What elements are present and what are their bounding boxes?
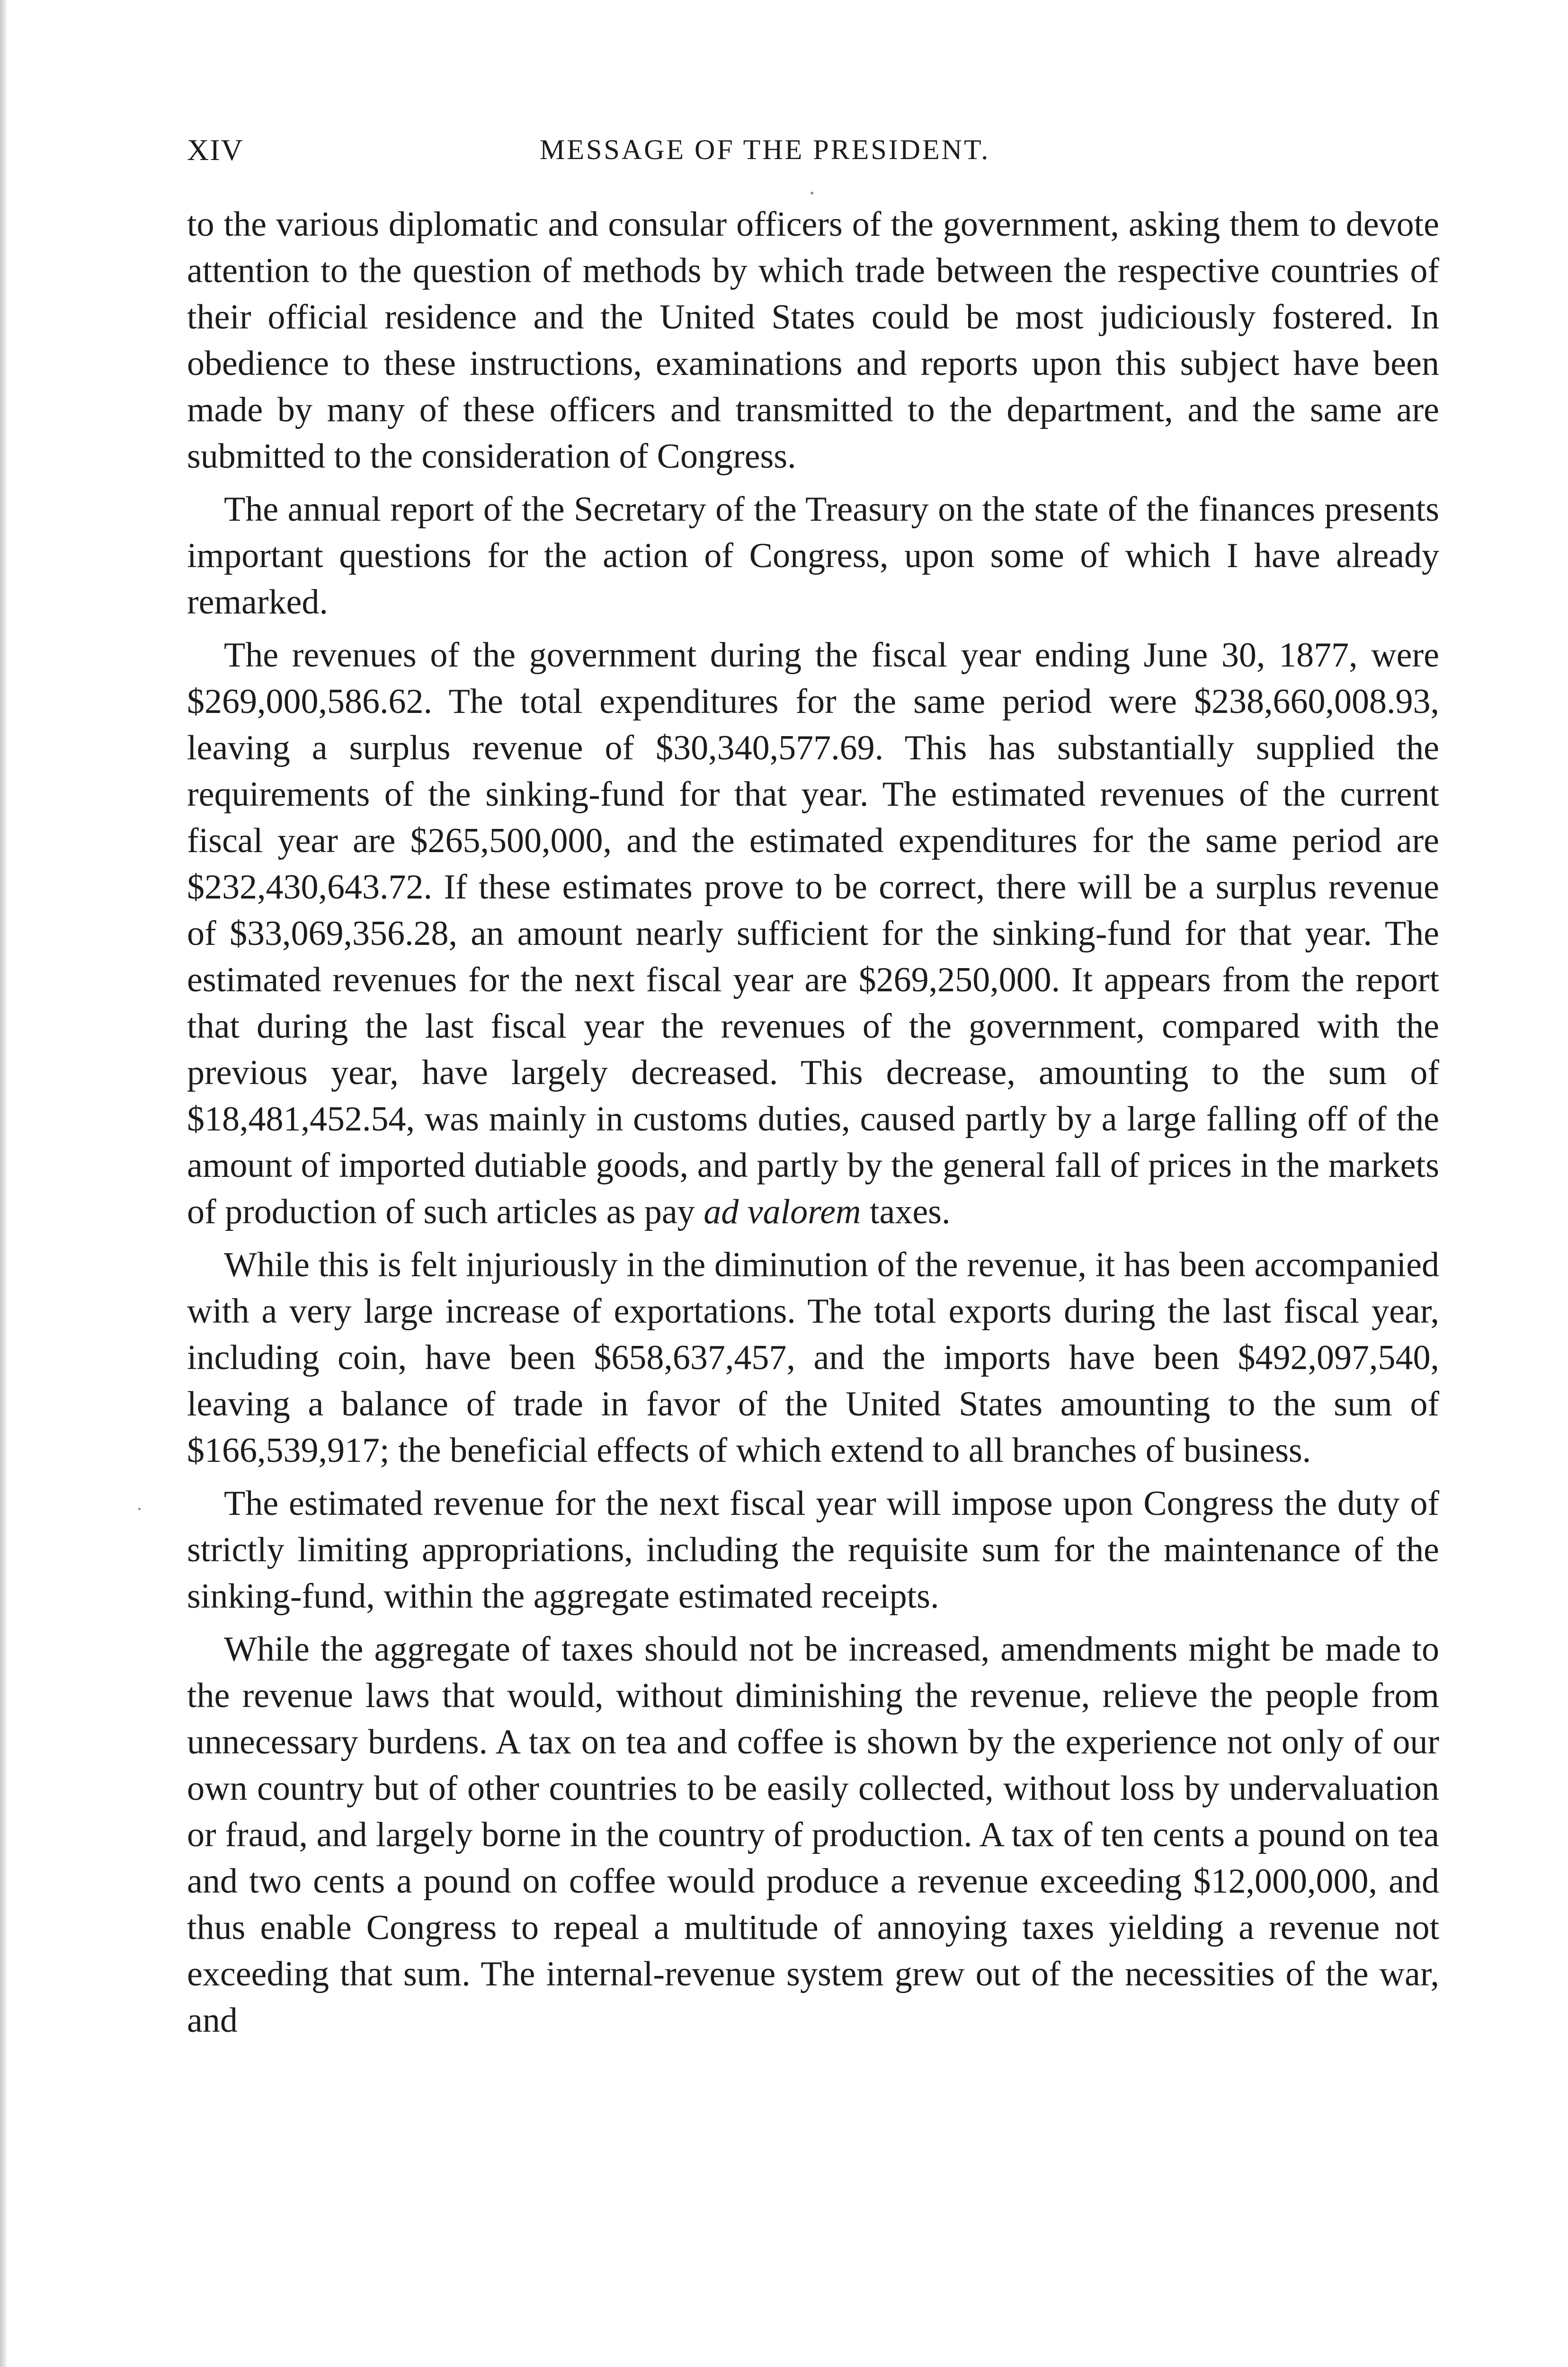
scan-speck: [138, 1508, 141, 1510]
paragraph-revenues-text: The revenues of the government during the fiscal year ending June 30, 1877, were $269,000,586.62. The total expenditures for the same period were $238,660,008.93, leaving a surplus revenue of $30,340,577.69. This has substantially supplied the requirements of the sinking-fund for that year. The estimated revenues of the current fiscal year are $265,500,000, and the estimated expenditures for the same period are $232,430,643.72. If these estimates prove to be correct, there will be a surplus revenue of $33,069,356.28, an amount nearly sufficient for the sinking-fund for that year. The estimated revenues for the next fiscal year are $269,250,000. It appears from the report that during the last fiscal year the revenues of the government, compared with the previous year, have largely decreased. This decrease, amounting to the sum of $18,481,452.54, was mainly in customs duties, caused partly by a large falling off of the amount of imported dutiable goods, and partly by the general fall of prices in the markets of production of such articles as pay: [187, 636, 1439, 1231]
page-header: [187, 133, 1439, 175]
paragraph-revenues-tail: taxes.: [861, 1192, 951, 1231]
scan-edge: [0, 0, 7, 2367]
paragraph-appropriations: The estimated revenue for the next fiscal year will impose upon Congress the duty of strictly limiting appropriations, including the requisite sum for the maintenance of the sinking-fund, within the aggregate estimated receipts.: [187, 1484, 1439, 1616]
paragraph-continued: to the various diplomatic and consular officers of the government, asking them to devote attention to the question of methods by which trade between the respective countries of their official residence and the United States could be most judiciously fostered. In obedience to these instructions, examinations and reports upon this subject have been made by many of these officers and transmitted to the department, and the same are submitted to the consideration of Congress.: [187, 205, 1439, 476]
italic-ad-valorem: ad valorem: [704, 1192, 861, 1231]
paragraph-tax-amendments: While the aggregate of taxes should not be increased, amendments might be made to the revenue laws that would, without diminishing the revenue, relieve the people from unnecessary burdens. A tax on tea and coffee is shown by the experience not only of our own country but of other countries to be easily collected, without loss by undervaluation or fraud, and largely borne in the country of production. A tax of ten cents a pound on tea and two cents a pound on coffee would produce a revenue exceeding $12,000,000, and thus enable Congress to repeal a multitude of annoying taxes yielding a revenue not exceeding that sum. The internal-revenue system grew out of the necessities of the war, and: [187, 1630, 1439, 2040]
running-head: MESSAGE OF THE PRESIDENT.: [540, 134, 990, 165]
body-text: [187, 201, 1439, 2044]
scan-speck: [811, 192, 813, 195]
paragraph-treasury-report: The annual report of the Secretary of the Treasury on the state of the finances presents important questions for the action of Congress, upon some of which I have already remarked.: [187, 490, 1439, 622]
folio-page-number: XIV: [187, 133, 244, 167]
paragraph-exports: While this is felt injuriously in the diminution of the revenue, it has been accompanied with a very large increase of exportations. The total exports during the last fiscal year, including coin, have been $658,637,457, and the imports have been $492,097,540, leaving a balance of trade in favor of the United States amounting to the sum of $166,539,917; the beneficial effects of which extend to all branches of business.: [187, 1246, 1439, 1470]
paragraph-revenues: [187, 632, 1439, 1235]
